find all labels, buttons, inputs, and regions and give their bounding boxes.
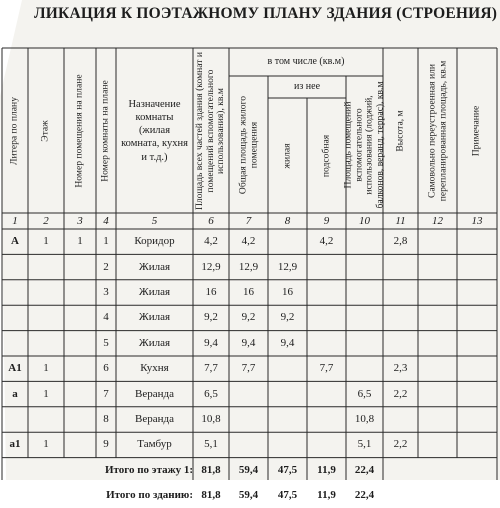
- table-cell-total: 4,2: [241, 235, 256, 248]
- table-cell-area: 12,9: [201, 260, 221, 273]
- table-cell-total: 16: [243, 285, 254, 298]
- totals-label: Итого по этажу 1:: [104, 463, 193, 476]
- totals-area: 81,8: [201, 463, 221, 476]
- table-cell-area: 16: [205, 285, 217, 298]
- header-living-total: Общая площадь жилого помещения: [236, 95, 259, 194]
- table-cell-purpose: Веранда: [135, 387, 174, 400]
- header-room-sub-number: Номер комнаты на плане: [99, 79, 111, 182]
- table-cell-height: 2,3: [393, 362, 408, 375]
- table-cell-aux: 6,5: [357, 387, 372, 400]
- table-cell-total: 7,7: [241, 362, 256, 375]
- column-number-11: 11: [395, 214, 406, 227]
- table-cell-total: 9,2: [241, 311, 256, 324]
- table-cell-liter: А1: [8, 362, 22, 375]
- table-cell-purpose: Жилая: [138, 260, 171, 273]
- header-self-built: Самовольно переустроенная или перепланированная площадь, кв.м: [425, 60, 448, 201]
- header-purpose: Назначение комнаты (жилая комната, кухня и т.д.): [121, 99, 188, 163]
- table-cell-aux: 5,1: [357, 438, 372, 451]
- column-number-6: 6: [208, 214, 214, 227]
- totals-aux: 22,4: [354, 489, 375, 502]
- document-title: ЛИКАЦИЯ К ПОЭТАЖНОМУ ПЛАНУ ЗДАНИЯ (СТРОЕНИЯ): [34, 5, 498, 22]
- table-cell-purpose: Жилая: [138, 311, 171, 324]
- column-number-3: 3: [77, 214, 83, 227]
- table-cell-purpose: Веранда: [135, 412, 174, 425]
- table-cell-purpose: Тамбур: [137, 438, 172, 451]
- totals-total: 59,4: [238, 489, 259, 502]
- table-cell-living: 9,2: [280, 311, 295, 324]
- table-cell-sub: 2: [103, 260, 109, 273]
- totals-utility: 11,9: [317, 463, 336, 476]
- table-cell-room: 1: [77, 235, 83, 248]
- table-cell-floor: 1: [43, 387, 49, 400]
- totals-label: Итого по зданию:: [106, 489, 193, 502]
- table-cell-purpose: Кухня: [140, 362, 169, 375]
- table-cell-living: 9,4: [280, 336, 295, 349]
- table-cell-living: 16: [282, 285, 293, 298]
- header-room-number: Номер помещения на плане: [73, 73, 85, 188]
- table-cell-sub: 6: [103, 362, 109, 375]
- column-number-4: 4: [103, 214, 109, 227]
- table-cell-height: 2,2: [393, 387, 408, 400]
- table-cell-liter: А: [11, 235, 19, 248]
- table-cell-height: 2,8: [393, 235, 408, 248]
- header-area-total: Площадь всех частей здания (комнат и помещений вспомогательного использования), кв.м: [193, 51, 227, 210]
- column-number-5: 5: [151, 214, 158, 227]
- table-cell-liter: а: [12, 387, 18, 400]
- table-cell-area: 7,7: [204, 362, 218, 375]
- header-utility: подсобная: [320, 134, 332, 177]
- column-number-10: 10: [359, 214, 370, 227]
- table-cell-area: 6,5: [204, 387, 218, 400]
- table-cell-floor: 1: [43, 362, 49, 375]
- table-cell-purpose: Жилая: [138, 285, 171, 298]
- column-number-13: 13: [471, 214, 483, 227]
- table-cell-area: 10,8: [201, 412, 221, 425]
- table-cell-purpose: Жилая: [138, 336, 171, 349]
- table-cell-sub: 3: [103, 285, 109, 298]
- header-of-which: из нее: [293, 81, 321, 92]
- table-cell-sub: 9: [103, 438, 109, 451]
- column-number-8: 8: [284, 214, 291, 227]
- table-cell-sub: 5: [103, 336, 109, 349]
- column-number-9: 9: [323, 214, 330, 227]
- header-height: Высота, м: [394, 109, 406, 152]
- table-cell-liter: а1: [9, 438, 21, 451]
- table-cell-utility: 4,2: [319, 235, 334, 248]
- totals-living: 47,5: [277, 463, 298, 476]
- table-cell-area: 5,1: [204, 438, 218, 451]
- table-cell-sub: 1: [103, 235, 109, 248]
- table-cell-floor: 1: [43, 235, 49, 248]
- column-number-12: 12: [432, 214, 443, 227]
- table-cell-living: 12,9: [277, 260, 298, 273]
- header-floor: Этаж: [39, 119, 51, 142]
- header-auxiliary: Площадь помещений вспомогательного использования (лоджий, балконов, веранд, террас), кв.м: [342, 80, 386, 209]
- table-cell-sub: 8: [103, 412, 109, 425]
- table-cell-area: 9,4: [204, 336, 218, 349]
- totals-living: 47,5: [277, 489, 298, 502]
- table-cell-sub: 7: [103, 387, 109, 400]
- totals-total: 59,4: [238, 463, 259, 476]
- table-cell-area: 4,2: [204, 235, 218, 248]
- column-number-1: 1: [12, 214, 18, 227]
- table-cell-utility: 7,7: [319, 362, 334, 375]
- table-cell-floor: 1: [43, 438, 49, 451]
- totals-area: 81,8: [201, 489, 221, 502]
- header-liter: Литера по плану: [8, 96, 20, 165]
- table-cell-total: 12,9: [238, 260, 259, 273]
- table-cell-sub: 4: [103, 311, 109, 324]
- column-number-2: 2: [43, 214, 49, 227]
- totals-utility: 11,9: [317, 489, 336, 502]
- header-living: жилая: [281, 142, 293, 169]
- table-cell-total: 9,4: [241, 336, 256, 349]
- header-including: в том числе (кв.м): [267, 56, 345, 67]
- header-note: Примечание: [470, 105, 482, 156]
- totals-aux: 22,4: [354, 463, 375, 476]
- table-cell-height: 2,2: [393, 438, 408, 451]
- table-cell-area: 9,2: [204, 311, 218, 324]
- table-cell-purpose: Коридор: [134, 235, 175, 248]
- table-cell-aux: 10,8: [354, 412, 375, 425]
- column-number-7: 7: [245, 214, 252, 227]
